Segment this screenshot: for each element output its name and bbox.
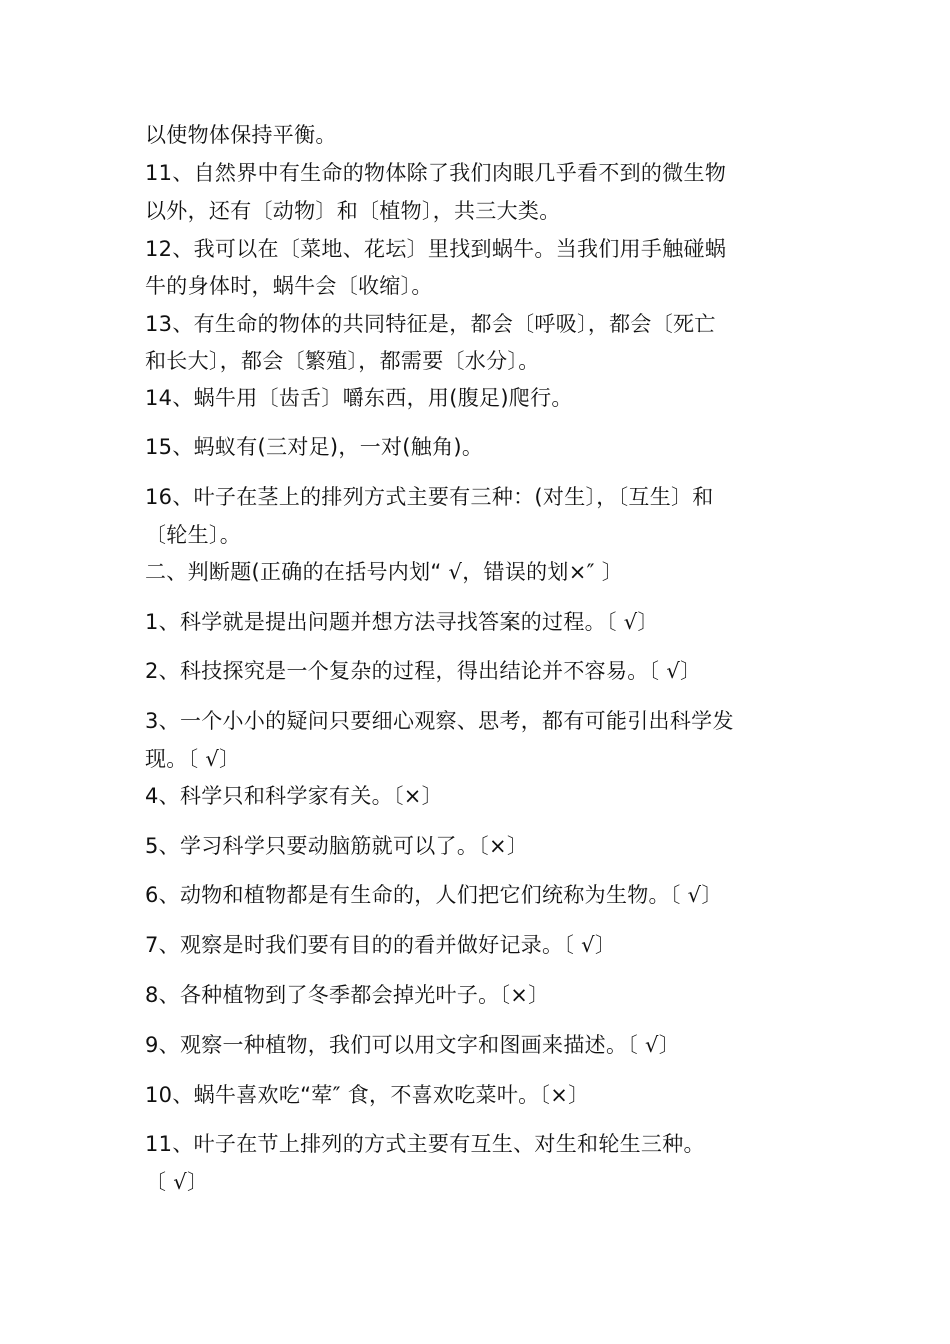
text-line: 3、一个小小的疑问只要细心观察、思考，都有可能引出科学发 (145, 709, 734, 733)
text-line: 以使物体保持平衡。 (145, 123, 337, 147)
text-line: 16、叶子在茎上的排列方式主要有三种：(对生〕，〔互生〕和 (145, 485, 714, 509)
text-line: 1、科学就是提出问题并想方法寻找答案的过程。〔 √〕 (145, 610, 659, 634)
text-line: 12、我可以在〔菜地、花坛〕里找到蜗牛。当我们用手触碰蜗 (145, 237, 727, 261)
text-line: 13、有生命的物体的共同特征是，都会〔呼吸〕，都会〔死亡 (145, 312, 716, 336)
text-line: 以外，还有〔动物〕和〔植物〕，共三大类。 (145, 199, 561, 223)
text-line: 14、蜗牛用〔齿舌〕嚼东西，用(腹足)爬行。 (145, 386, 573, 410)
text-line: 10、蜗牛喜欢吃“荤″ 食，不喜欢吃菜叶。〔×〕 (145, 1083, 590, 1107)
text-line: 5、学习科学只要动脑筋就可以了。〔×〕 (145, 834, 529, 858)
text-line: 〔 √〕 (145, 1170, 209, 1194)
text-line: 8、各种植物到了冬季都会掉光叶子。〔×〕 (145, 983, 550, 1007)
text-line: 6、动物和植物都是有生命的，人们把它们统称为生物。〔 √〕 (145, 883, 723, 907)
text-line: 11、叶子在节上排列的方式主要有互生、对生和轮生三种。 (145, 1132, 705, 1156)
text-line: 9、观察一种植物，我们可以用文字和图画来描述。〔 √〕 (145, 1033, 681, 1057)
text-line: 和长大〕，都会〔繁殖〕，都需要〔水分〕。 (145, 349, 540, 373)
text-line: 11、自然界中有生命的物体除了我们肉眼几乎看不到的微生物 (145, 161, 727, 185)
text-line: 〔轮生〕。 (145, 523, 241, 547)
text-line: 7、观察是时我们要有目的的看并做好记录。〔 √〕 (145, 933, 617, 957)
text-line: 2、科技探究是一个复杂的过程，得出结论并不容易。〔 √〕 (145, 659, 702, 683)
text-line: 现。〔 √〕 (145, 747, 241, 771)
text-line: 4、科学只和科学家有关。〔×〕 (145, 784, 443, 808)
section-heading: 二、判断题(正确的在括号内划“ √，错误的划×″ 〕 (145, 560, 624, 584)
text-line: 15、蚂蚁有(三对足)，一对(触角)。 (145, 435, 484, 459)
text-line: 牛的身体时，蜗牛会〔收缩〕。 (145, 274, 433, 298)
